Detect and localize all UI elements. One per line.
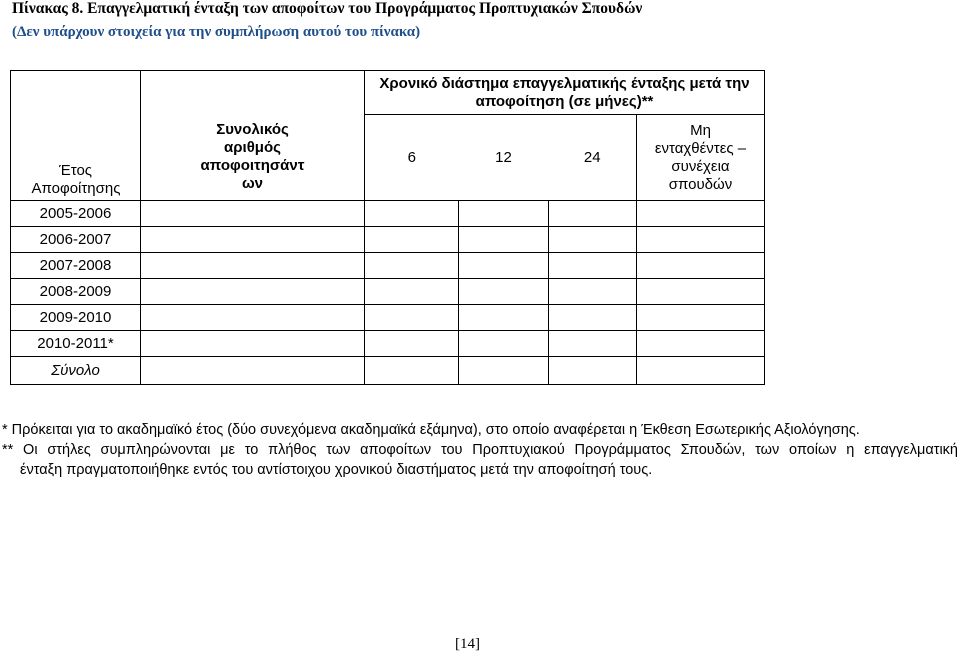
row-total-label: Σύνολο (11, 357, 141, 385)
row-year: 2010-2011* (11, 331, 141, 357)
row-12-cell (459, 253, 549, 279)
row-total-cell (141, 279, 365, 305)
table-row-total (11, 357, 765, 385)
row-6-cell (365, 357, 459, 385)
row-24-cell (549, 253, 637, 279)
row-not-employed-cell (637, 331, 765, 357)
table-row (11, 227, 765, 253)
row-6-cell (365, 227, 459, 253)
row-12-cell (459, 357, 549, 385)
row-6-cell (365, 253, 459, 279)
row-6-cell (365, 331, 459, 357)
row-12-cell (459, 331, 549, 357)
header-not-employed: Μη ενταχθέντες – συνέχεια σπουδών (637, 115, 765, 201)
footnotes (0, 420, 958, 480)
row-not-employed-cell (637, 253, 765, 279)
row-total-cell (141, 305, 365, 331)
row-total-cell (141, 331, 365, 357)
row-24-cell (549, 201, 637, 227)
footnote-1: * Πρόκειται για το ακαδημαϊκό έτος (δύο συνεχόμενα ακαδημαϊκά εξάμηνα), στο οποίο αναφέρεται η Έκθεση Εσωτερικής Αξιολόγησης. (2, 422, 860, 438)
row-total-cell (141, 201, 365, 227)
row-total-cell (141, 253, 365, 279)
header-12-months: 12 (459, 115, 549, 201)
row-not-employed-cell (637, 305, 765, 331)
row-6-cell (365, 305, 459, 331)
row-24-cell (549, 305, 637, 331)
header-total: Συνολικός αριθμός αποφοιτησάντ ων (141, 115, 365, 201)
row-not-employed-cell (637, 201, 765, 227)
row-24-cell (549, 357, 637, 385)
row-year: 2007-2008 (11, 253, 141, 279)
table-row (11, 253, 765, 279)
header-year: Έτος Αποφοίτησης (11, 115, 141, 201)
table-row (11, 331, 765, 357)
row-not-employed-cell (637, 279, 765, 305)
page-number: [14] (455, 636, 480, 652)
graduate-employment-table (10, 70, 765, 385)
row-24-cell (549, 227, 637, 253)
table-row (11, 201, 765, 227)
row-6-cell (365, 201, 459, 227)
header-total-spacer (141, 71, 365, 115)
row-24-cell (549, 331, 637, 357)
footnote-2-line-1: ** Οι στήλες συμπληρώνονται με το πλήθος των αποφοίτων του Προπτυχιακού Προγράμματος Σπουδών, των οποίων η επαγγελματική (2, 442, 958, 458)
row-12-cell (459, 279, 549, 305)
table-row (11, 279, 765, 305)
row-year: 2005-2006 (11, 201, 141, 227)
header-year-spacer (11, 71, 141, 115)
row-12-cell (459, 201, 549, 227)
row-not-employed-cell (637, 357, 765, 385)
footnote-2-line-2: ένταξη πραγματοποιήθηκε εντός του αντίστοιχου χρονικού διαστήματος μετά την αποφοίτησή τους. (20, 462, 653, 478)
row-6-cell (365, 279, 459, 305)
table-title: Πίνακας 8. Επαγγελματική ένταξη των αποφοίτων του Προγράμματος Προπτυχιακών Σπουδών (12, 0, 643, 17)
header-24-months: 24 (549, 115, 637, 201)
row-12-cell (459, 227, 549, 253)
row-year: 2008-2009 (11, 279, 141, 305)
row-total-cell (141, 227, 365, 253)
row-12-cell (459, 305, 549, 331)
header-interval: Χρονικό διάστημα επαγγελματικής ένταξης μετά την αποφοίτηση (σε μήνες)** (365, 71, 765, 115)
row-year: 2006-2007 (11, 227, 141, 253)
row-24-cell (549, 279, 637, 305)
table-row (11, 305, 765, 331)
row-year: 2009-2010 (11, 305, 141, 331)
header-6-months: 6 (365, 115, 459, 201)
table-subtitle: (Δεν υπάρχουν στοιχεία για την συμπλήρωση αυτού του πίνακα) (12, 24, 421, 40)
row-not-employed-cell (637, 227, 765, 253)
row-total-cell (141, 357, 365, 385)
